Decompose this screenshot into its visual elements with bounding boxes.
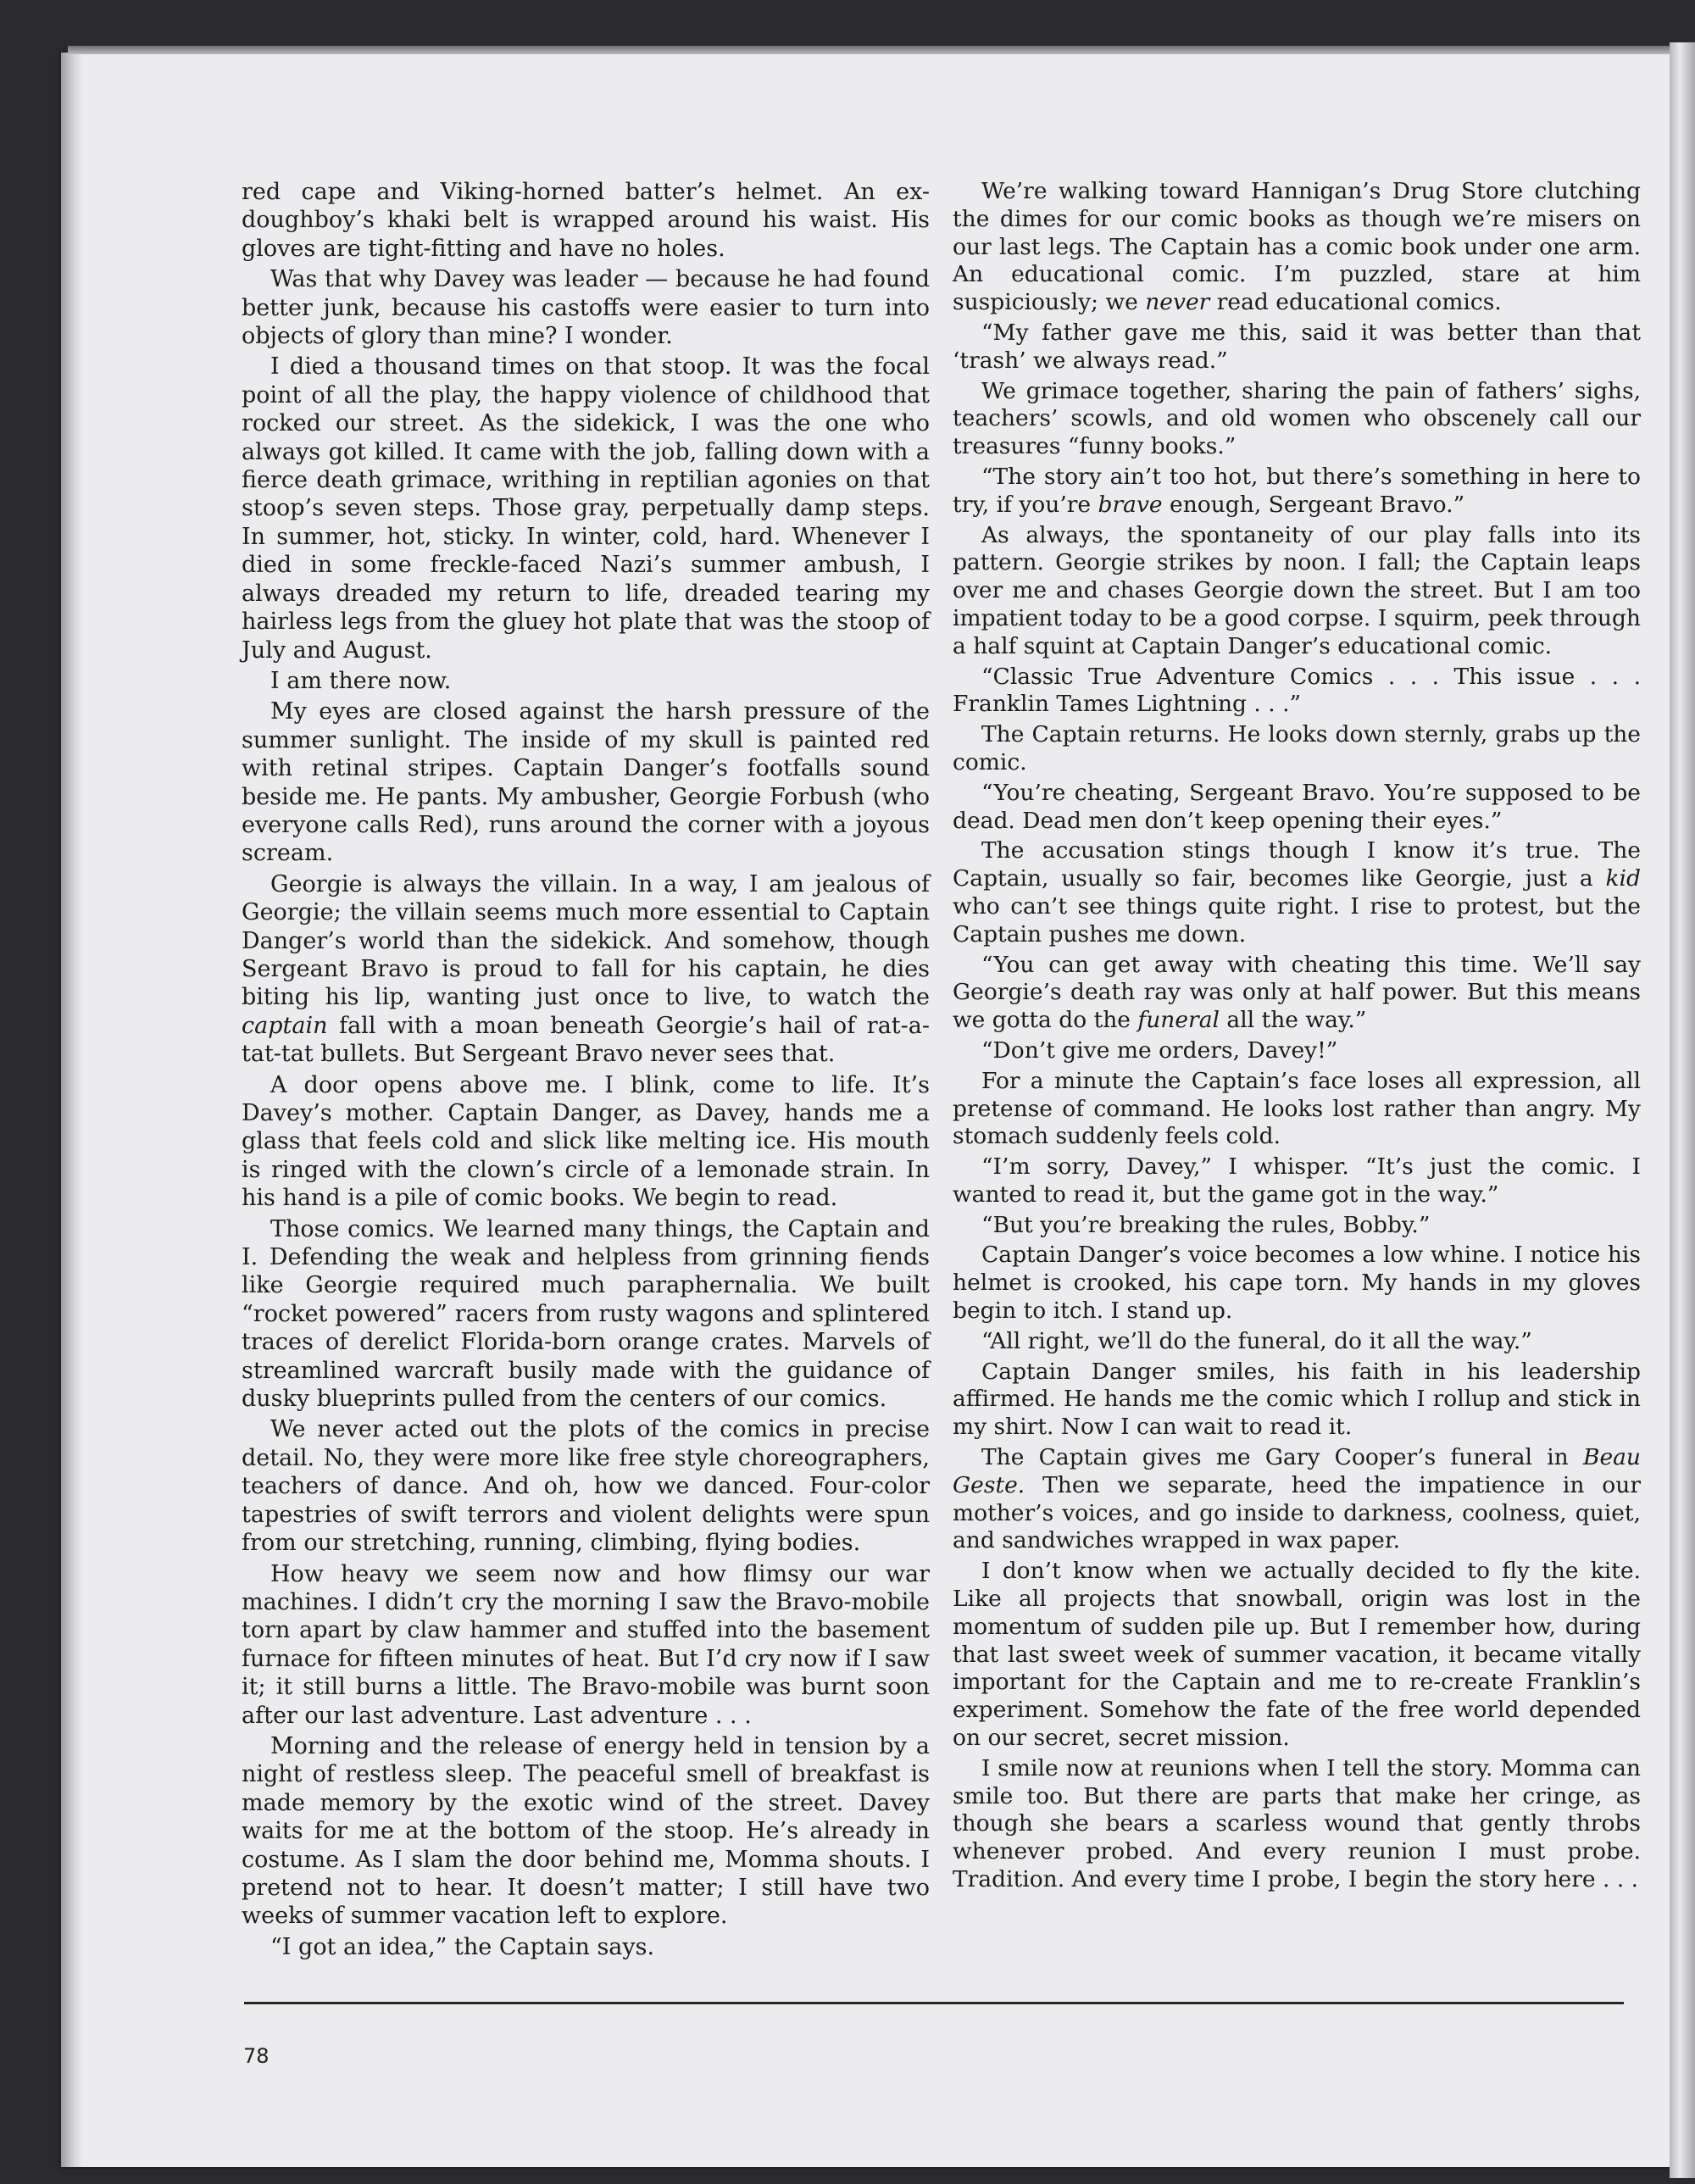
paragraph: “But you’re breaking the rules, Bobby.” (981, 1211, 1431, 1238)
text-run: enough, Sergeant Bravo.” (1162, 491, 1465, 518)
emphasis: never (1145, 289, 1210, 316)
paragraph: “I’m sorry, Davey,” I whisper. “It’s just the comic. I wanted to read it, but the game got in the way.” (953, 1153, 1641, 1208)
text-run: We’re walking toward Hannigan’s Drug Store clutching the dimes for our comic books as though we’re misers on our last legs. The Captain has a comic book under one arm. An educational comic. I’m puzzled, stare at him suspiciously; we (953, 178, 1641, 316)
paragraph: I am there now. (270, 667, 452, 694)
paragraph: red cape and Viking-horned batter’s helmet. An ex-doughboy’s khaki belt is wrapped around his waist. His gloves are tight-fitting and have no holes. (242, 179, 930, 262)
paragraph: For a minute the Captain’s face loses all expression, all pretense of command. He looks lost rather than angry. My stomach suddenly feels cold. (953, 1067, 1641, 1150)
paragraph: The Captain returns. He looks down sternly, grabs up the comic. (953, 721, 1641, 775)
paragraph: We grimace together, sharing the pain of fathers’ sighs, teachers’ scowls, and old women who obscenely call our treasures “funny books.” (953, 377, 1641, 460)
emphasis: funeral (1137, 1007, 1220, 1034)
text-run: fall with a moan beneath Georgie’s hail of rat-a-tat-tat bullets. But Sergeant Bravo never sees that. (242, 1012, 930, 1068)
page-stack-edge (1670, 42, 1695, 2178)
paragraph: “You’re cheating, Sergeant Bravo. You’re supposed to be dead. Dead men don’t keep opening their eyes.” (953, 779, 1641, 834)
paragraph: “I got an idea,” the Captain says. (270, 1933, 655, 1960)
paragraph: As always, the spontaneity of our play falls into its pattern. Georgie strikes by noon. I fall; the Captain leaps over me and chases Georgie down the street. But I am too impatient today to be a good corpse. I squirm, peek through a half squint at Captain Danger’s educational comic. (953, 521, 1641, 659)
paragraph: Morning and the release of energy held in tension by a night of restless sleep. The peaceful smell of breakfast is made memory by the exotic wind of the street. Davey waits for me at the bottom of the stoop. He’s already in costume. As I slam the door behind me, Momma shouts. I pretend not to hear. It doesn’t matter; I still have two weeks of summer vacation left to explore. (242, 1732, 930, 1930)
text-run: Georgie is always the villain. In a way, I am jealous of Georgie; the villain seems much more essential to Captain Danger’s world than the sidekick. And somehow, though Sergeant Bravo is proud to fall for his captain, he dies biting his lip, wanting just once to live, to watch the (242, 870, 930, 1011)
paragraph: I died a thousand times on that stoop. It was the focal point of all the play, the happy violence of childhood that rocked our street. As the sidekick, I was the one who always got killed. It came with the job, falling down with a fierce death grimace, writhing in reptilian agonies on that stoop’s seven steps. Those gray, perpetually damp steps. In summer, hot, sticky. In winter, cold, hard. Whenever I died in some freckle-faced Nazi’s summer ambush, I always dreaded my return to life, dreaded tearing my hairless legs from the gluey hot plate that was the stoop of July and August. (242, 353, 930, 664)
paragraph: I don’t know when we actually decided to fly the kite. Like all projects that snowball, origin was lost in the momentum of sudden pile up. But I remember how, during that last sweet week of summer vacation, it became vitally important for the Captain and me to re-create Franklin’s experiment. Somehow the fate of the free world depended on our secret, secret mission. (953, 1558, 1641, 1752)
text-run: The accusation stings though I know it’s true. The Captain, usually so fair, becomes like Georgie, just a (953, 837, 1641, 892)
paragraph (953, 464, 1641, 520)
paragraph (953, 178, 1641, 317)
page-top-edge (68, 46, 1670, 54)
text-run: “The story ain’t too hot, but there’s something in here to try, if you’re (953, 463, 1641, 518)
paragraph: “Classic True Adventure Comics . . . This issue . . . Franklin Tames Lightning . . .” (953, 663, 1641, 718)
paragraph (242, 870, 930, 1069)
paragraph: “All right, we’ll do the funeral, do it all the way.” (981, 1327, 1532, 1354)
paragraph (953, 837, 1641, 948)
emphasis: captain (242, 1012, 328, 1039)
text-run: read educational comics. (1209, 289, 1502, 316)
emphasis: brave (1098, 491, 1163, 518)
paragraph: My eyes are closed against the harsh pressure of the summer sunlight. The inside of my skull is painted red with retinal stripes. Captain Danger’s footfalls sound beside me. He pants. My ambusher, Georgie Forbush (who everyone calls Red), runs around the corner with a joyous scream. (242, 698, 930, 867)
paragraph: How heavy we seem now and how flimsy our war machines. I didn’t cry the morning I saw the Bravo-mobile torn apart by claw hammer and stuffed into the basement furnace for fifteen minutes of heat. But I’d cry now if I saw it; it still burns a little. The Bravo-mobile was burnt soon after our last adventure. Last adventure . . . (242, 1560, 930, 1729)
paragraph: I smile now at reunions when I tell the story. Momma can smile too. But there are parts that make her cringe, as though she bears a scarless wound that gently throbs whenever probed. And every reunion I must probe. Tradition. And every time I probe, I begin the story here . . . (953, 1754, 1641, 1893)
paragraph: Those comics. We learned many things, the Captain and I. Defending the weak and helpless from grinning fiends like Georgie required much paraphernalia. We built “rocket powered” racers from rusty wagons and splintered traces of derelict Florida-born orange crates. Marvels of streamlined warcraft busily made with the guidance of dusky blueprints pulled from the centers of our comics. (242, 1215, 930, 1413)
page-number: 78 (243, 2044, 270, 2068)
paragraph (953, 952, 1641, 1035)
paragraph: Was that why Davey was leader — because he had found better junk, because his castoffs were easier to turn into objects of glory than mine? I wonder. (242, 266, 930, 350)
text-run: all the way.” (1219, 1007, 1367, 1034)
emphasis: kid (1605, 865, 1641, 892)
binding-shadow (61, 53, 83, 2167)
text-run: The Captain gives me Gary Cooper’s funeral in (981, 1444, 1583, 1471)
text-run: Then we separate, heed the impatience in our mother’s voices, and go inside to darkness, coolness, quiet, and sandwiches wrapped in wax paper. (953, 1471, 1641, 1554)
right-text-column (953, 178, 1641, 1897)
paragraph: We never acted out the plots of the comics in precise detail. No, they were more like free style choreographers, teachers of dance. And oh, how we danced. Four-color tapestries of swift terrors and violent delights were spun from our stretching, running, climbing, flying bodies. (242, 1416, 930, 1557)
paragraph: “My father gave me this, said it was better than that ‘trash’ we always read.” (953, 319, 1641, 374)
paragraph: Captain Danger’s voice becomes a low whine. I notice his helmet is crooked, his cape torn. My hands in my gloves begin to itch. I stand up. (953, 1242, 1641, 1325)
paragraph: A door opens above me. I blink, come to life. It’s Davey’s mother. Captain Danger, as Davey, hands me a glass that feels cold and slick like melting ice. His mouth is ringed with the clown’s circle of a lemonade strain. In his hand is a pile of comic books. We begin to read. (242, 1071, 930, 1212)
footer-rule (244, 2002, 1624, 2004)
text-run: who can’t see things quite right. I rise to protest, but the Captain pushes me down. (953, 892, 1641, 948)
paragraph (953, 1444, 1641, 1555)
left-text-column (242, 178, 930, 1964)
text-run: “You can get away with cheating this time. We’ll say Georgie’s death ray was only at half power. But this means we gotta do the (953, 951, 1641, 1034)
paragraph: Captain Danger smiles, his faith in his leadership affirmed. He hands me the comic which I rollup and stick in my shirt. Now I can wait to read it. (953, 1358, 1641, 1441)
paragraph: “Don’t give me orders, Davey!” (981, 1036, 1338, 1064)
emphasis: Beau Geste. (953, 1444, 1641, 1498)
